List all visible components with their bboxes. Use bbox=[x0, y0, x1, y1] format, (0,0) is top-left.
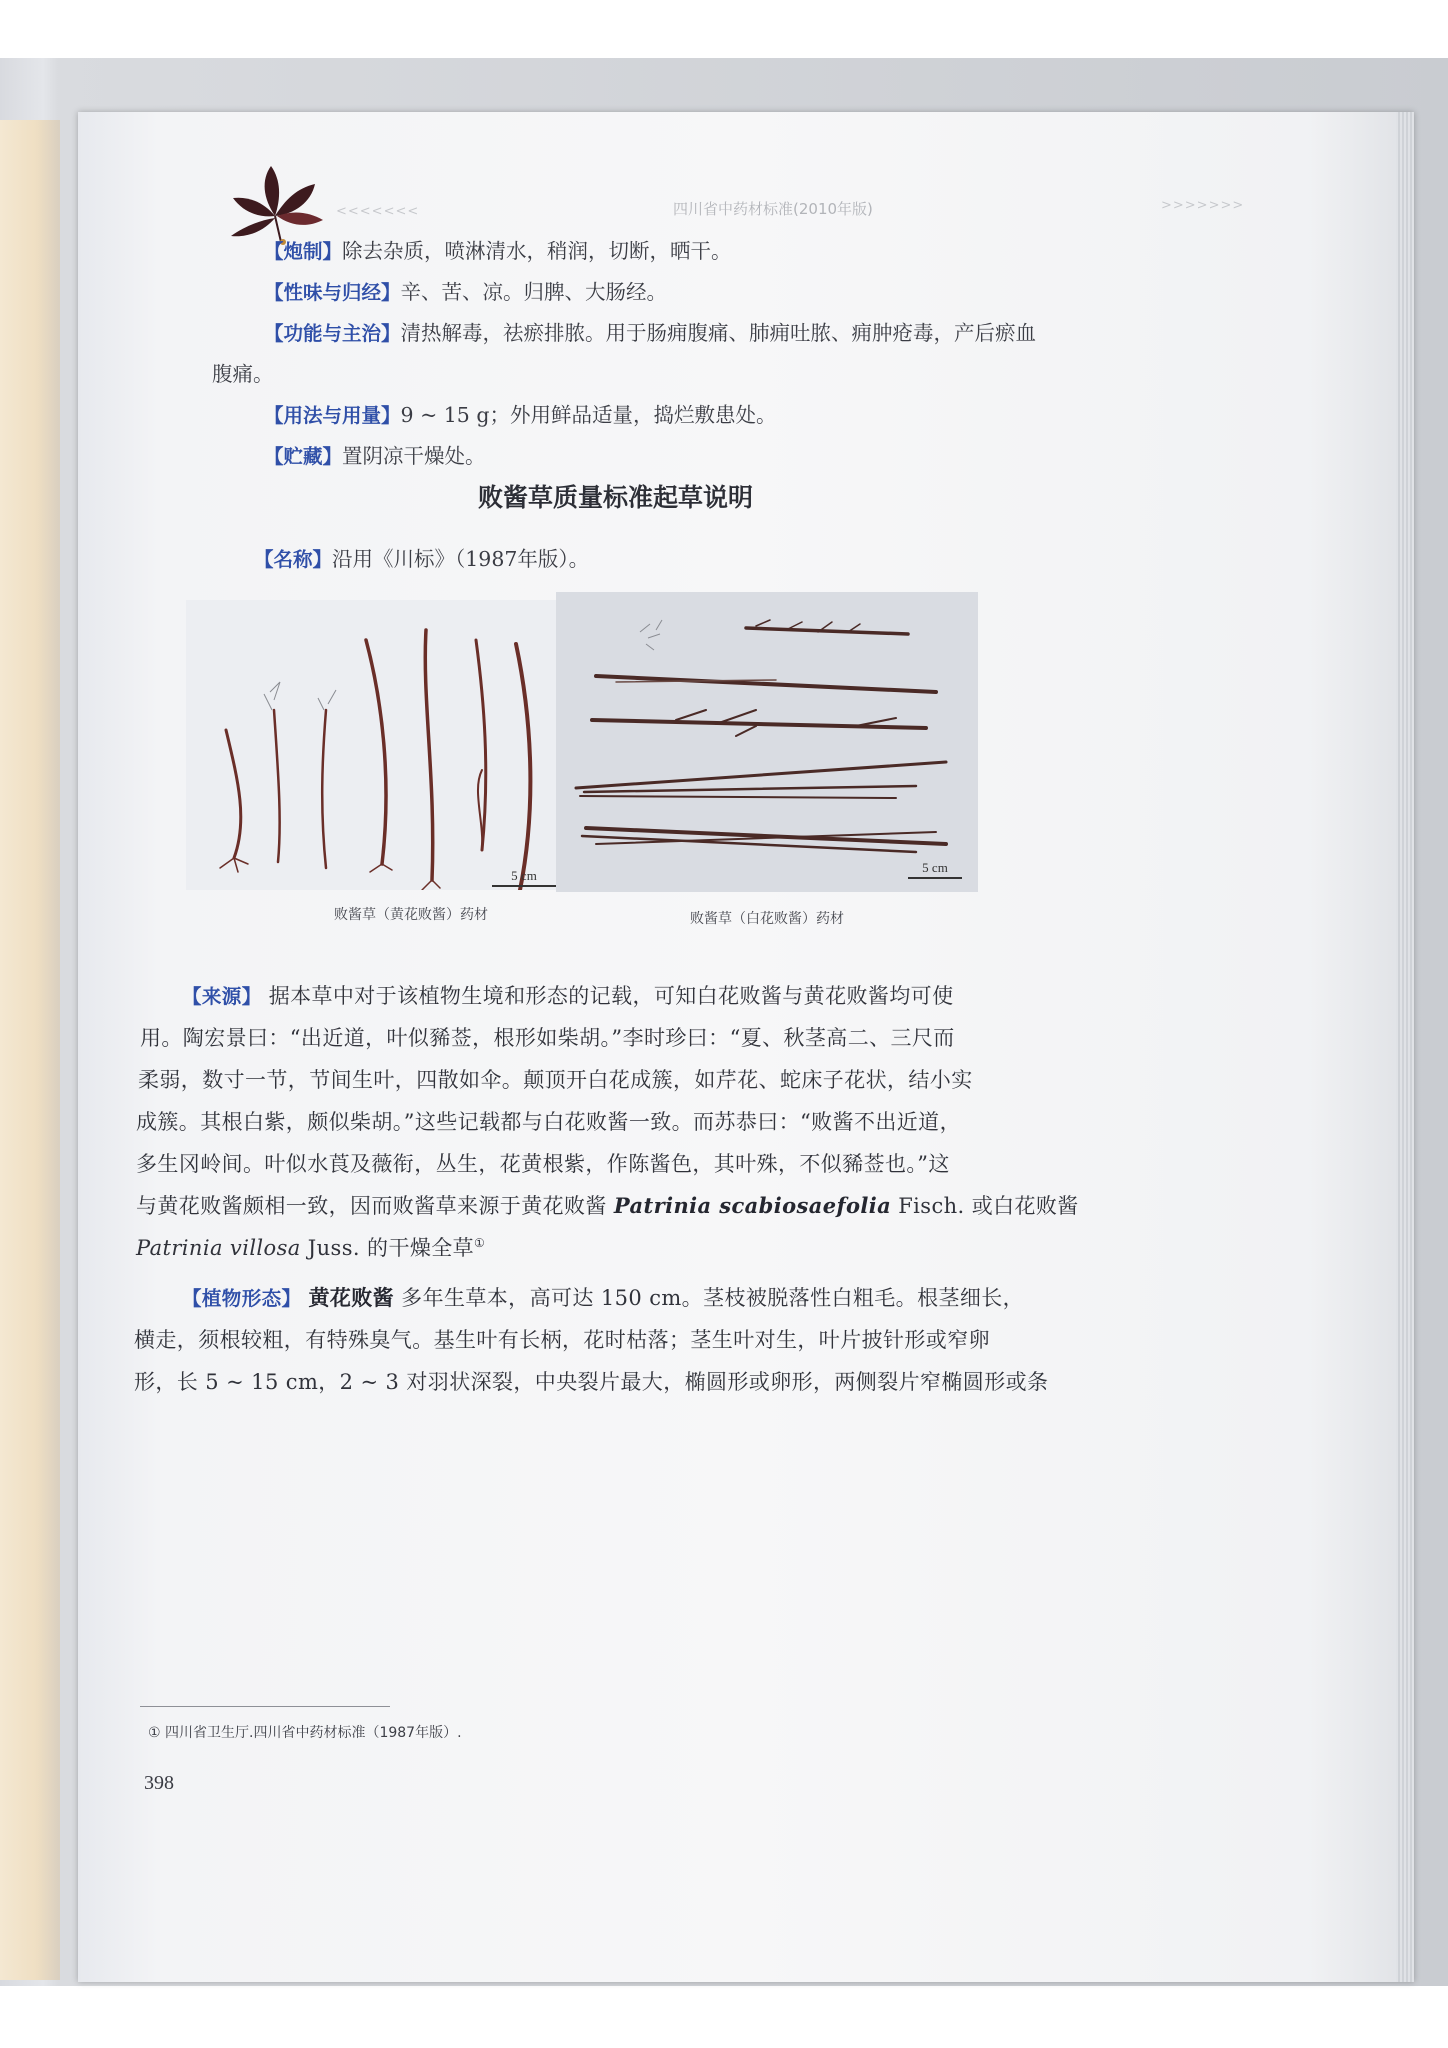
footnote-rule bbox=[140, 1706, 390, 1707]
page-number: 398 bbox=[144, 1772, 174, 1794]
binder-edge bbox=[0, 120, 60, 1980]
footnote-ref: ① bbox=[474, 1236, 486, 1250]
right-scale-bar bbox=[908, 860, 962, 879]
source-line-7 bbox=[136, 1232, 485, 1262]
or-text: 或白花败酱 bbox=[971, 1194, 1079, 1218]
entry-label: 【功能与主治】 bbox=[264, 322, 401, 345]
entry-text: 置阴凉干燥处。 bbox=[342, 444, 486, 468]
scale-line bbox=[492, 885, 556, 887]
running-head: 四川省中药材标准(2010年版) bbox=[673, 200, 873, 218]
entry-usage-dosage bbox=[264, 398, 777, 428]
entry-text: 9 ~ 15 g；外用鲜品适量，捣烂敷患处。 bbox=[400, 403, 777, 427]
entry-label: 【炮制】 bbox=[264, 240, 343, 263]
morphology-label: 【植物形态】 bbox=[182, 1287, 302, 1310]
scale-line bbox=[908, 877, 962, 879]
author-2: Juss. bbox=[307, 1236, 360, 1260]
scale-label: 5 cm bbox=[922, 860, 948, 875]
entry-text: 清热解毒，祛瘀排脓。用于肠痈腹痛、肺痈吐脓、痈肿疮毒，产后瘀血 bbox=[400, 321, 1037, 345]
entry-name bbox=[254, 542, 589, 572]
latin-name-2: Patrinia villosa bbox=[136, 1236, 301, 1260]
source-line-1 bbox=[182, 980, 953, 1010]
entry-function-indication bbox=[264, 316, 1036, 346]
morphology-text: 多年生草本，高可达 150 cm。茎枝被脱落性白粗毛。根茎细长， bbox=[401, 1286, 1025, 1310]
entry-text: 辛、苦、凉。归脾、大肠经。 bbox=[400, 280, 668, 304]
book-page bbox=[78, 112, 1414, 1982]
author-1: Fisch. bbox=[898, 1194, 965, 1218]
footnote: ① 四川省卫生厅.四川省中药材标准（1987年版）. bbox=[148, 1725, 462, 1741]
morphology-line-2: 横走，须根较粗，有特殊臭气。基生叶有长柄，花时枯落；茎生叶对生，叶片披针形或窄卵 bbox=[134, 1328, 990, 1352]
source-line-2: 用。陶宏景曰：“出近道，叶似豨莶，根形如柴胡。”李时珍曰：“夏、秋茎高二、三尺而 bbox=[140, 1026, 955, 1050]
source-line-5: 多生冈岭间。叶似水莨及薇衔，丛生，花黄根紫，作陈酱色，其叶殊，不似豨莶也。”这 bbox=[136, 1152, 950, 1176]
species-name: 黄花败酱 bbox=[308, 1285, 395, 1310]
right-herb-photo bbox=[556, 592, 978, 892]
entry-storage bbox=[264, 439, 486, 469]
header-arrows-left: <<<<<<< bbox=[336, 204, 420, 219]
page-stack-edge bbox=[1396, 112, 1414, 1982]
entry-label: 【性味与归经】 bbox=[264, 281, 401, 304]
entry-label: 【用法与用量】 bbox=[264, 404, 401, 427]
entry-function-continuation: 腹痛。 bbox=[212, 362, 274, 386]
source-tail: 的干燥全草 bbox=[367, 1236, 475, 1260]
entry-nature-meridian bbox=[264, 275, 667, 305]
entry-text: 除去杂质，喷淋清水，稍润，切断，晒干。 bbox=[342, 239, 732, 263]
source-line-4: 成簇。其根白紫，颇似柴胡。”这些记载都与白花败酱一致。而苏恭曰：“败酱不出近道， bbox=[136, 1110, 961, 1134]
entry-label: 【名称】 bbox=[254, 548, 333, 571]
left-scale-bar bbox=[492, 868, 556, 887]
left-herb-photo bbox=[186, 600, 578, 890]
source-text: 与黄花败酱颇相一致，因而败酱草来源于黄花败酱 bbox=[136, 1194, 607, 1218]
morphology-line-3: 形，长 5 ~ 15 cm，2 ~ 3 对羽状深裂，中央裂片最大，椭圆形或卵形，两侧裂片窄椭圆形或条 bbox=[134, 1370, 1049, 1394]
source-text: 据本草中对于该植物生境和形态的记载，可知白花败酱与黄花败酱均可使 bbox=[268, 984, 954, 1008]
source-line-6 bbox=[136, 1190, 1079, 1220]
section-title: 败酱草质量标准起草说明 bbox=[478, 483, 754, 512]
header-arrows-right: >>>>>>> bbox=[1161, 198, 1245, 213]
entry-label: 【贮藏】 bbox=[264, 445, 343, 468]
entry-processing bbox=[264, 234, 732, 264]
source-line-3: 柔弱，数寸一节，节间生叶，四散如伞。颠顶开白花成簇，如芹花、蛇床子花状，结小实 bbox=[138, 1068, 973, 1092]
morphology-line-1 bbox=[182, 1282, 1024, 1312]
scale-label: 5 cm bbox=[511, 868, 537, 883]
source-label: 【来源】 bbox=[182, 985, 262, 1008]
left-figure-caption: 败酱草（黄花败酱）药材 bbox=[334, 907, 488, 923]
right-figure-caption: 败酱草（白花败酱）药材 bbox=[690, 911, 844, 927]
latin-name-1: Patrinia scabiosaefolia bbox=[613, 1193, 892, 1218]
entry-text: 沿用《川标》（1987年版）。 bbox=[332, 547, 590, 571]
